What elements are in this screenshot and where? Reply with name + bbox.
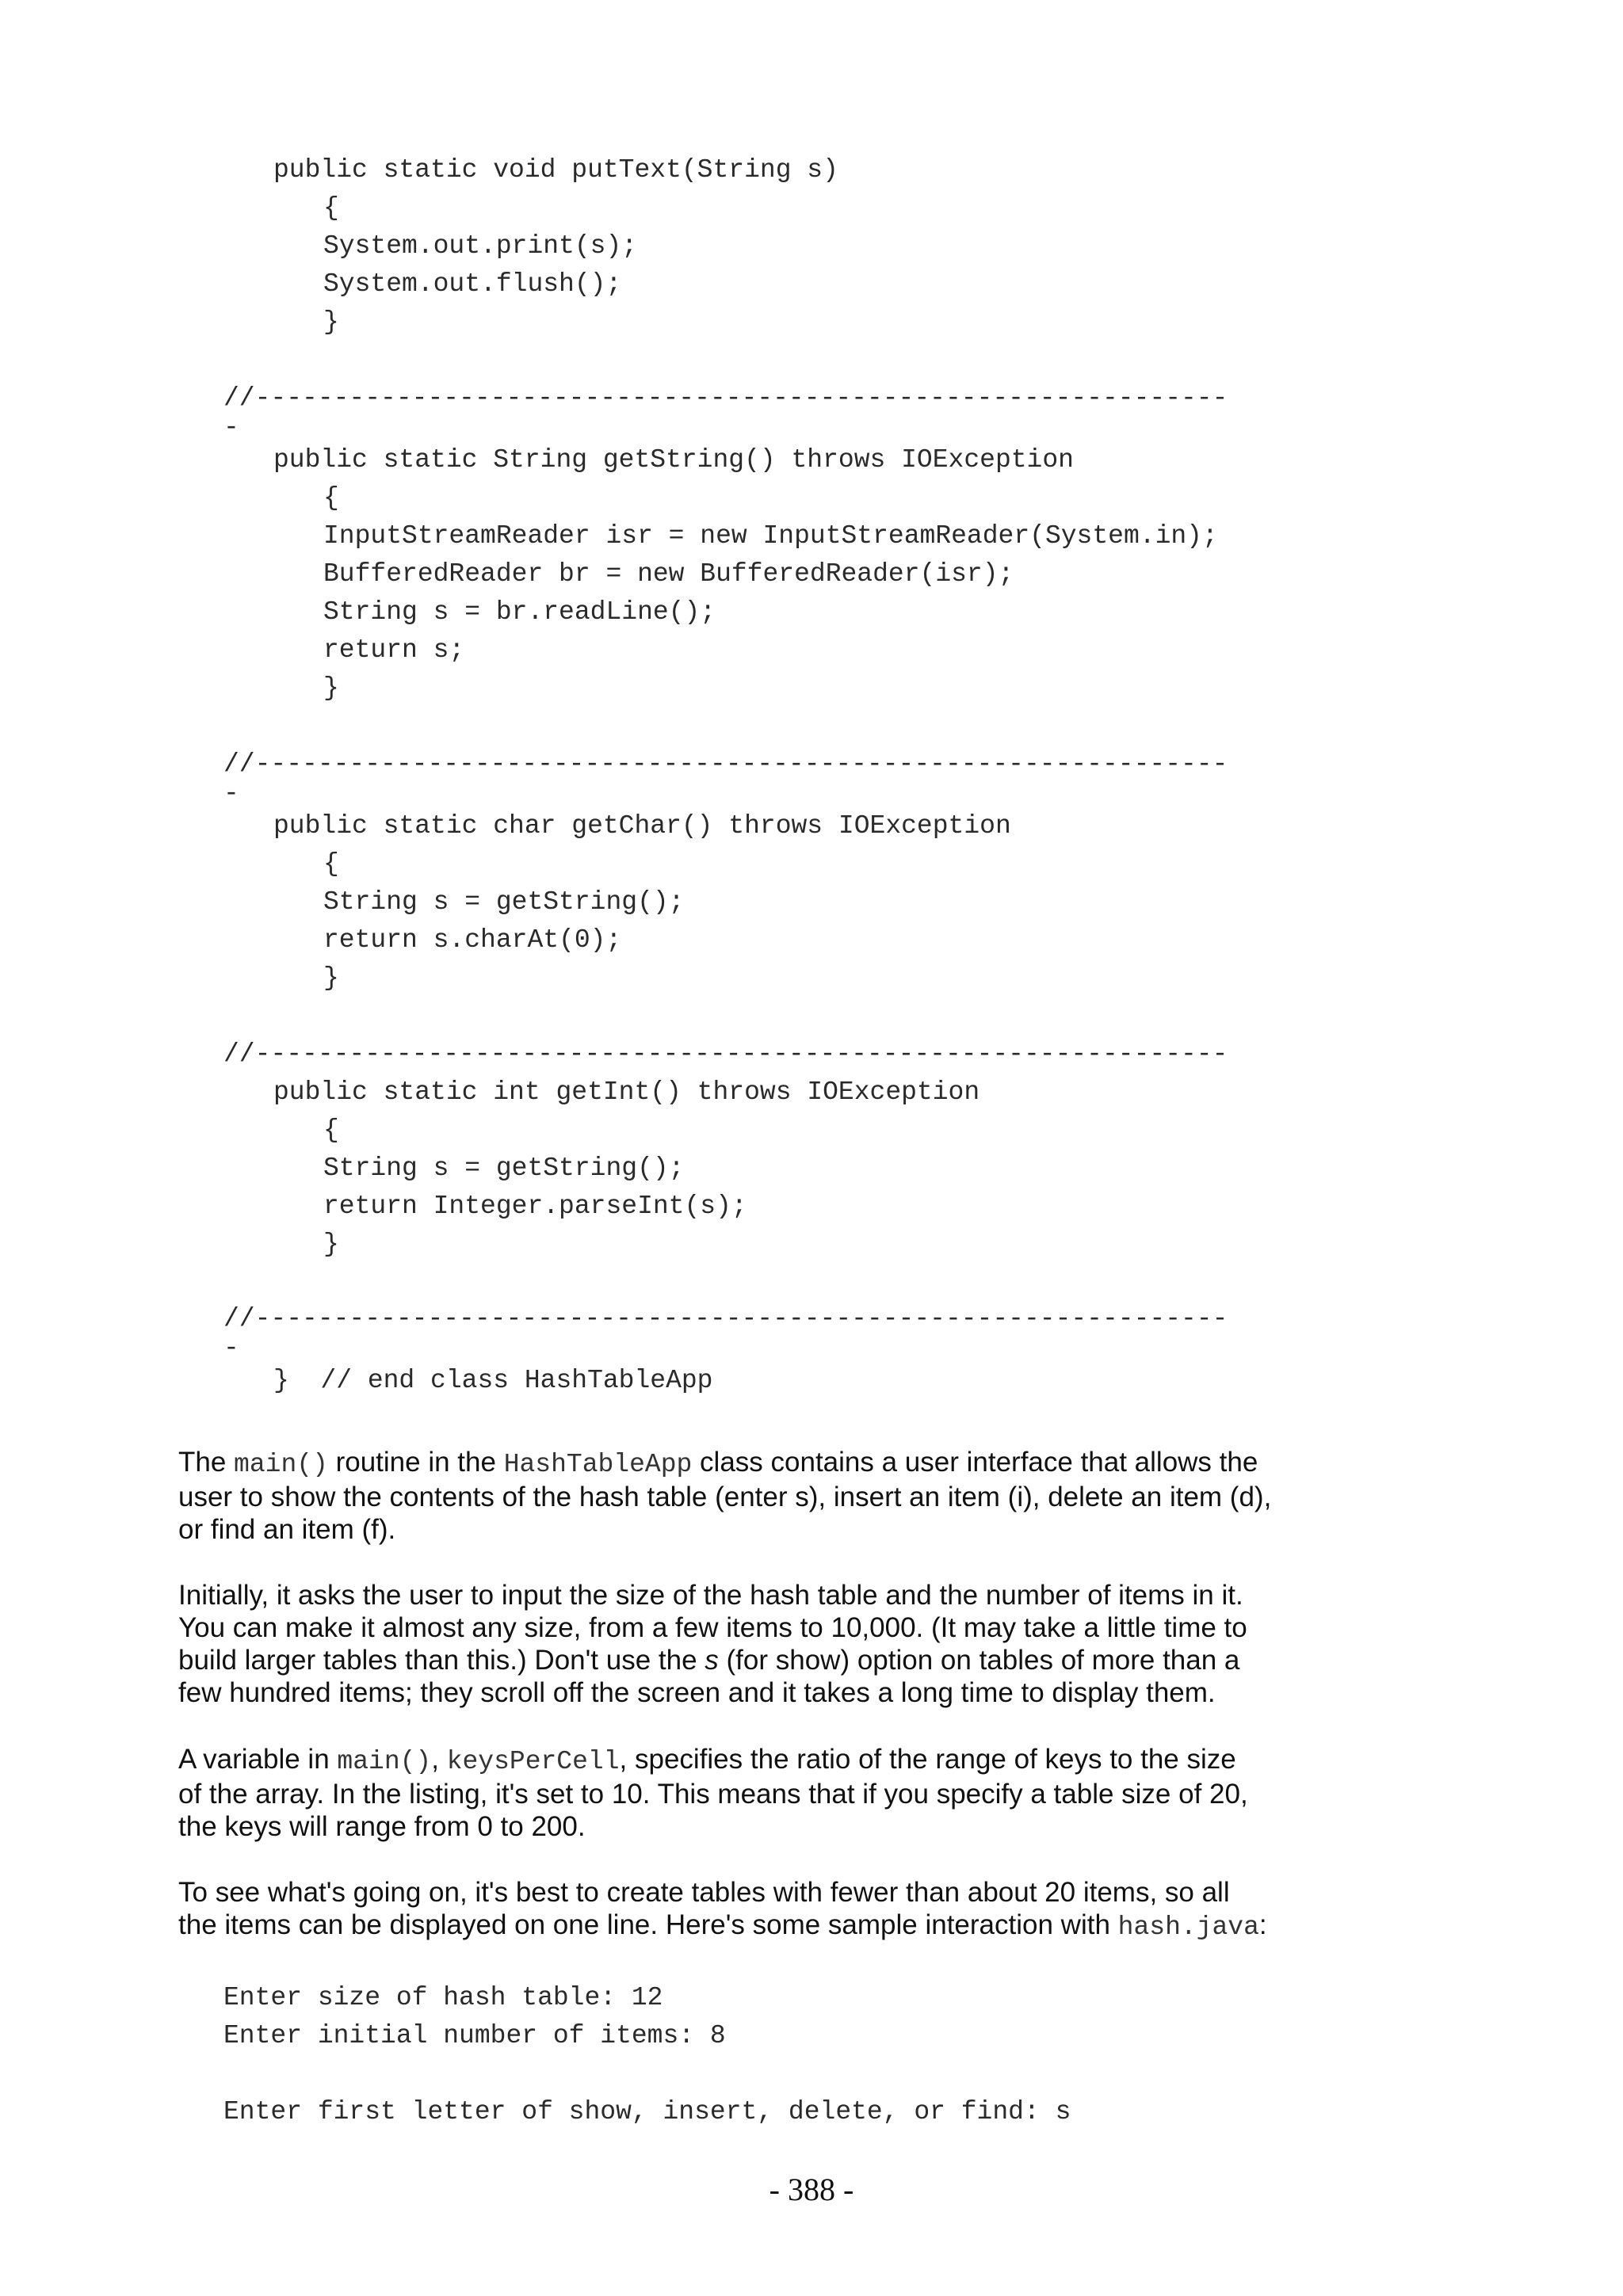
paragraph-line: of the array. In the listing, it's set to 10. This means that if you specify a table size of 20, <box>178 1779 1248 1810</box>
code-line: InputStreamReader isr = new InputStreamReader(System.in); <box>323 521 1218 551</box>
inline-code: HashTableApp <box>503 1450 693 1479</box>
code-line: System.out.flush(); <box>323 269 622 299</box>
code-line: String s = br.readLine(); <box>323 597 716 627</box>
text-run: : <box>1258 1909 1267 1940</box>
code-line: } <box>323 963 339 993</box>
paragraph-sample-intro <box>178 1876 1296 1943</box>
console-line: Enter size of hash table: 12 <box>223 1983 663 2012</box>
paragraph-line: To see what's going on, it's best to create tables with fewer than about 20 items, so all <box>178 1877 1230 1908</box>
page-number: - 388 - <box>769 2172 854 2207</box>
code-line: { <box>323 193 339 223</box>
text-run: , <box>431 1744 447 1775</box>
paragraph-initial-size <box>178 1579 1296 1709</box>
code-line: public static String getString() throws IOException <box>273 445 1074 475</box>
paragraph-line: the keys will range from 0 to 200. <box>178 1811 586 1842</box>
paragraph-line <box>178 1743 1296 1778</box>
text-run: (for show) option on tables of more than a <box>718 1645 1240 1676</box>
text-run: The <box>178 1447 235 1478</box>
paragraph-line: or find an item (f). <box>178 1514 396 1545</box>
paragraph-line <box>178 1909 1296 1943</box>
paragraph-keys-per-cell <box>178 1743 1296 1843</box>
code-line: { <box>323 1116 339 1145</box>
text-run: , specifies the ratio of the range of keys to the size <box>619 1744 1236 1775</box>
code-line: } <box>323 673 339 703</box>
text-run: build larger tables than this.) Don't use the <box>178 1645 705 1676</box>
text-run: routine in the <box>327 1447 504 1478</box>
inline-code: keysPerCell <box>446 1747 620 1776</box>
inline-code: hash.java <box>1117 1913 1259 1942</box>
code-line: return s.charAt(0); <box>323 925 622 955</box>
code-line: String s = getString(); <box>323 887 685 917</box>
paragraph-line <box>178 1446 1296 1481</box>
text-run: A variable in <box>178 1744 338 1775</box>
code-line: public static char getChar() throws IOException <box>273 811 1011 841</box>
paragraph-main-routine <box>178 1446 1296 1546</box>
paragraph-line: few hundred items; they scroll off the screen and it takes a long time to display them. <box>178 1677 1216 1708</box>
code-line: BufferedReader br = new BufferedReader(isr); <box>323 559 1014 589</box>
text-run: class contains a user interface that allows the <box>692 1447 1258 1478</box>
separator-comment: //-------------------------------------------------------------- <box>223 383 1228 413</box>
console-line: Enter initial number of items: 8 <box>223 2021 726 2050</box>
paragraph-line: Initially, it asks the user to input the size of the hash table and the number of items in it. <box>178 1580 1243 1611</box>
paragraph-line: user to show the contents of the hash table (enter s), insert an item (i), delete an item (d), <box>178 1482 1272 1512</box>
separator-comment: //-------------------------------------------------------------- <box>223 1039 1228 1069</box>
code-line: return Integer.parseInt(s); <box>323 1192 747 1221</box>
separator-comment: //-------------------------------------------------------------- <box>223 749 1228 779</box>
separator-wrap: - <box>223 413 239 442</box>
code-line: public static void putText(String s) <box>273 155 838 185</box>
separator-wrap: - <box>223 1333 239 1363</box>
code-line: return s; <box>323 635 465 665</box>
code-line: System.out.print(s); <box>323 231 638 261</box>
inline-code: main() <box>234 1450 328 1479</box>
inline-code: main() <box>337 1747 432 1776</box>
console-line: Enter first letter of show, insert, delete, or find: s <box>223 2097 1071 2126</box>
code-line: } <box>323 307 339 337</box>
code-line: String s = getString(); <box>323 1154 685 1183</box>
code-line: } <box>323 1230 339 1259</box>
text-run: the items can be displayed on one line. Here's some sample interaction with <box>178 1909 1118 1940</box>
code-line: { <box>323 483 339 513</box>
code-line: public static int getInt() throws IOException <box>273 1077 980 1107</box>
emphasis: s <box>705 1645 719 1676</box>
code-line: { <box>323 849 339 879</box>
separator-comment: //-------------------------------------------------------------- <box>223 1304 1228 1333</box>
separator-wrap: - <box>223 779 239 808</box>
code-line: } // end class HashTableApp <box>273 1366 713 1395</box>
paragraph-line: You can make it almost any size, from a few items to 10,000. (It may take a little time to <box>178 1612 1247 1643</box>
paragraph-line <box>178 1644 1296 1676</box>
